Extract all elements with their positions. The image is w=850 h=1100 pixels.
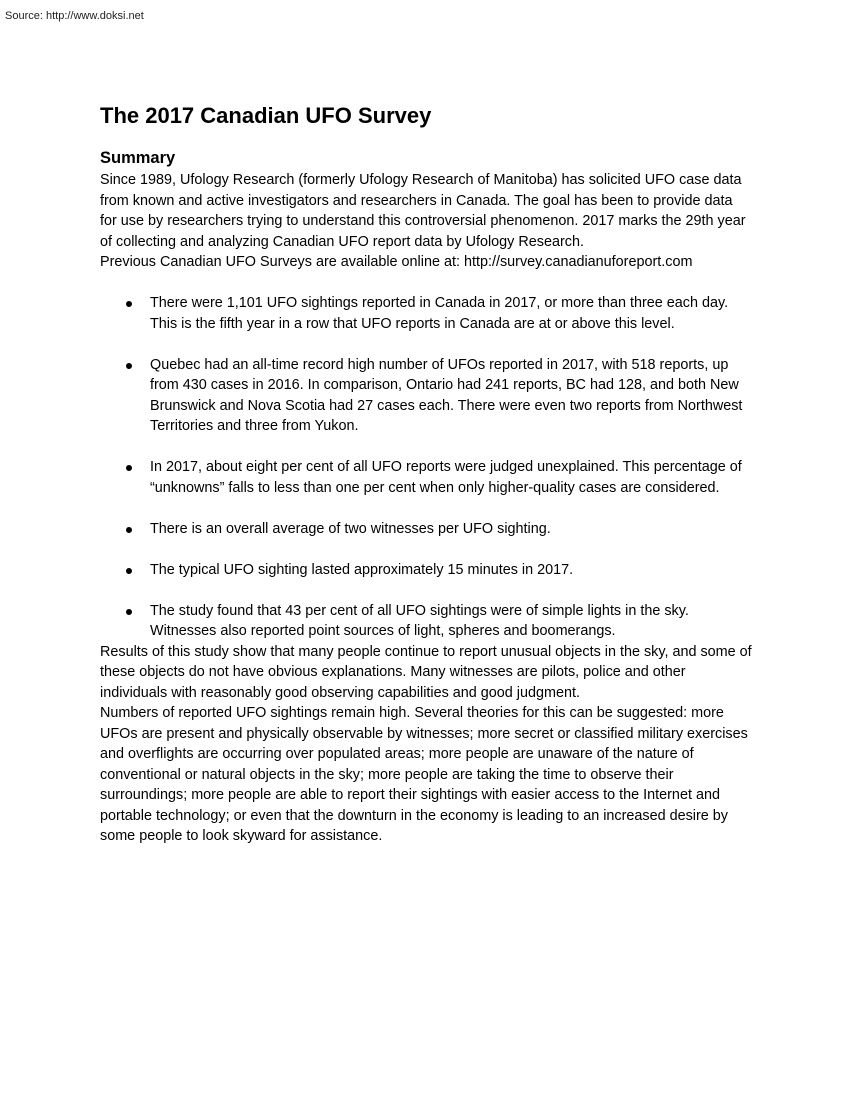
section-heading-summary: Summary: [100, 149, 176, 167]
bullet-icon: [126, 527, 132, 533]
list-item: [100, 457, 752, 498]
bullet-icon: [126, 609, 132, 615]
list-item-text: Quebec had an all-time record high number of UFOs reported in 2017, with 518 reports, up from 430 cases in 2016. In comparison, Ontario had 241 reports, BC had 128, and both New Brunswick and Nova Scotia had 27 cases each. There were even two reports from Northwest Territories and three from Yukon.: [150, 356, 743, 434]
theories-paragraph: Numbers of reported UFO sightings remain high. Several theories for this can be suggested: more UFOs are present and physically observable by witnesses; more secret or classified military exercises and overflights are occurring over populated areas; more people are unaware of the nature of conventional or natural objects in the sky; more people are taking the time to observe their surroundings; more people are able to report their sightings with easier access to the Internet and portable technology; or even that the downturn in the economy is leading to an increased desire by some people to look skyward for assistance.: [100, 705, 748, 844]
list-item: [100, 519, 752, 540]
bullet-icon: [126, 363, 132, 369]
intro-paragraph: Since 1989, Ufology Research (formerly Ufology Research of Manitoba) has solicited UFO case data from known and active investigators and researchers in Canada. The goal has been to provide data for use by researchers trying to understand this controversial phenomenon. 2017 marks the 29th year of collecting and analyzing Canadian UFO report data by Ufology Research.: [100, 172, 746, 250]
document-body: [100, 100, 752, 847]
list-item: [100, 601, 752, 642]
list-item-text: In 2017, about eight per cent of all UFO reports were judged unexplained. This percentage of “unknowns” falls to less than one per cent when only higher-quality cases are considered.: [150, 459, 742, 496]
list-item: [100, 355, 752, 437]
list-item-text: There were 1,101 UFO sightings reported in Canada in 2017, or more than three each day. This is the fifth year in a row that UFO reports in Canada are at or above this level.: [150, 295, 729, 332]
findings-list: [100, 293, 752, 642]
list-item-text: There is an overall average of two witnesses per UFO sighting.: [150, 520, 551, 537]
list-item: [100, 560, 752, 581]
bullet-icon: [126, 301, 132, 307]
source-note: Source: http://www.doksi.net: [5, 10, 144, 22]
list-item-text: The typical UFO sighting lasted approximately 15 minutes in 2017.: [150, 561, 574, 578]
list-item: [100, 293, 752, 334]
previous-surveys-paragraph: Previous Canadian UFO Surveys are available online at: http://survey.canadianuforeport.com: [100, 254, 693, 270]
list-item-text: The study found that 43 per cent of all UFO sightings were of simple lights in the sky. Witnesses also reported point sources of light, spheres and boomerangs.: [150, 602, 689, 639]
document-title: The 2017 Canadian UFO Survey: [100, 103, 432, 128]
bullet-icon: [126, 465, 132, 471]
bullet-icon: [126, 568, 132, 574]
results-paragraph: Results of this study show that many people continue to report unusual objects in the sky, and some of these objects do not have obvious explanations. Many witnesses are pilots, police and other individuals with reasonably good observing capabilities and good judgment.: [100, 643, 752, 701]
